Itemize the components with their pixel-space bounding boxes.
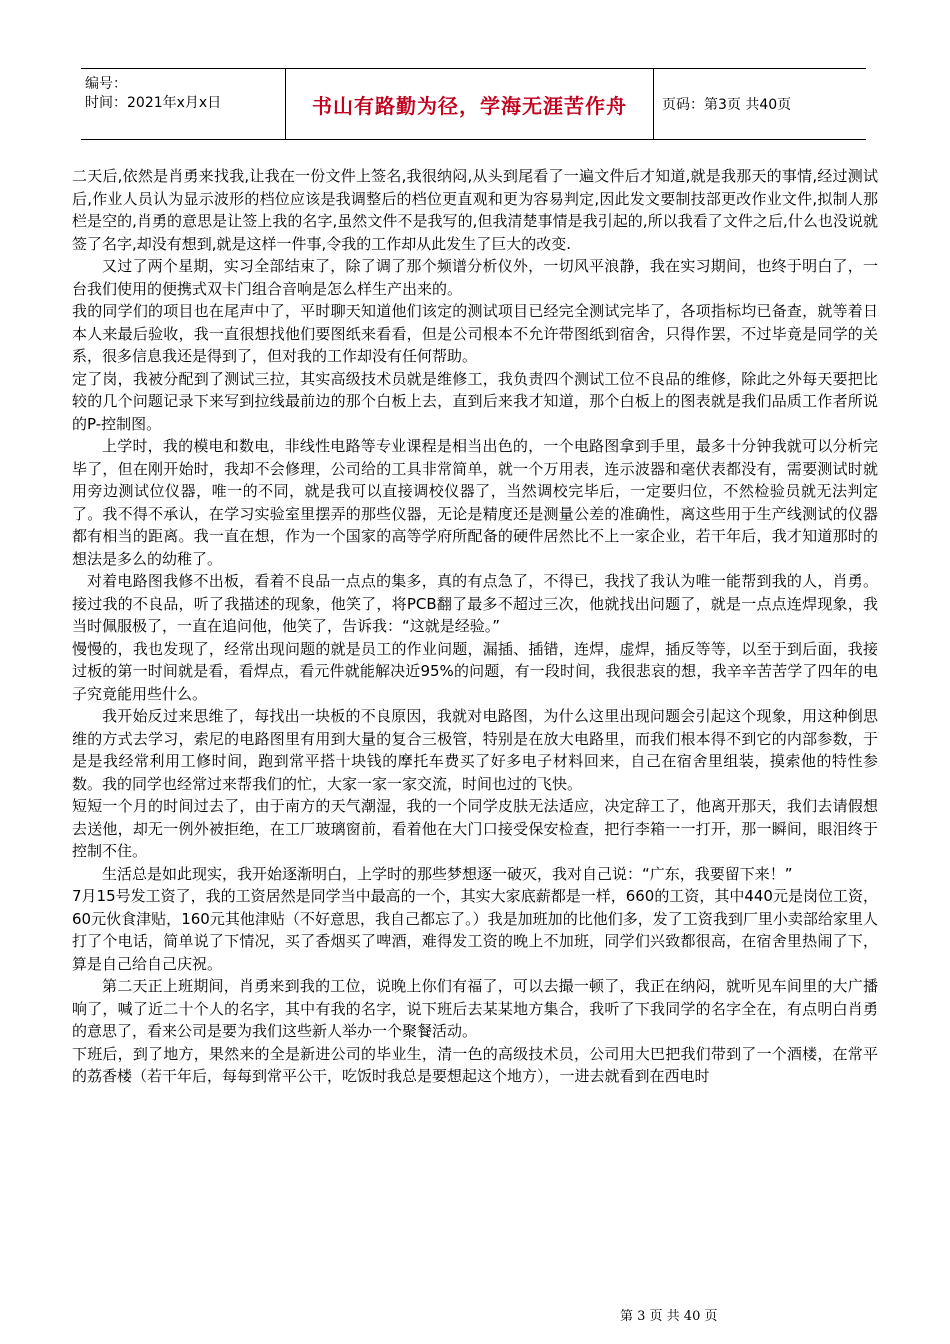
paragraph: 第二天正上班期间，肖勇来到我的工位，说晚上你们有福了，可以去撮一顿了，我正在纳闷，就听见车间里的大广播响了，喊了近二十个人的名字，其中有我的名字，说下班后去某某地方集合，我听了下我同学的名字全在，有点明白肖勇的意思了，看来公司是要为我们这些新人举办一个聚餐活动。 bbox=[72, 977, 878, 1040]
paragraph: 下班后，到了地方，果然来的全是新进公司的毕业生，清一色的高级技术员，公司用大巴把我们带到了一个酒楼，在常平的荔香楼（若干年后，每每到常平公干，吃饭时我总是要想起这个地方），一进去就看到在西电时 bbox=[72, 1044, 878, 1085]
paragraph: 短短一个月的时间过去了，由于南方的天气潮湿，我的一个同学皮肤无法适应，决定辞工了，他离开那天，我们去请假想去送他，却无一例外被拒绝，在工厂玻璃窗前，看着他在大门口接受保安检查，把行李箱一一打开，那一瞬间，眼泪终于控制不住。 bbox=[72, 797, 878, 860]
paragraph: 7月15号发工资了，我的工资居然是同学当中最高的一个，其实大家底薪都是一样，660的工资，其中440元是岗位工资，60元伙食津贴，160元其他津贴（不好意思，我自己都忘了。）我是加班加的比他们多，发了工资我到厂里小卖部给家里人打了个电话，简单说了下情况，买了香烟买了啤酒，难得发工资的晚上不加班，同学们兴致都很高，在宿舍里热闹了下，算是自己给自己庆祝。 bbox=[72, 887, 878, 973]
header-page-info: 页码：第3页 共40页 bbox=[662, 97, 792, 113]
paragraph: 又过了两个星期，实习全部结束了，除了调了那个频谱分析仪外，一切风平浪静，我在实习期间，也终于明白了，一台我们使用的便携式双卡门组合音响是怎么样生产出来的。 bbox=[72, 257, 878, 298]
paragraph: 生活总是如此现实，我开始逐渐明白，上学时的那些梦想逐一破灭，我对自己说：“广东，我要留下来！” bbox=[102, 864, 793, 883]
code-label: 编号： bbox=[85, 76, 127, 92]
document-body bbox=[72, 165, 878, 1088]
paragraph: 我开始反过来思维了，每找出一块板的不良原因，我就对电路图，为什么这里出现问题会引起这个现象，用这种倒思维的方式去学习，索尼的电路图里有用到大量的复合三极管，特别是在放大电路里，而我们根本得不到它的内部参数，于是是我经常利用工修时间，跑到常平搭十块钱的摩托车费买了好多电子材料回来，自己在宿舍里组装，摸索他的特性参数。我的同学也经常过来帮我们的忙，大家一家一家交流，时间也过的飞快。 bbox=[72, 707, 878, 793]
page-header bbox=[81, 68, 866, 140]
paragraph: 对着电路图我修不出板，看着不良品一点点的集多，真的有点急了，不得已，我找了我认为唯一能帮到我的人，肖勇。接过我的不良品，听了我描述的现象，他笑了，将PCB翻了最多不超过三次，他就找出问题了，就是一点点连焊现象，我当时佩服极了，一直在追问他，他笑了，告诉我：“这就是经验。” bbox=[72, 572, 878, 635]
header-meta bbox=[81, 69, 286, 139]
paragraph: 定了岗，我被分配到了测试三拉，其实高级技术员就是维修工，我负责四个测试工位不良品的维修，除此之外每天要把比较的几个问题记录下来写到拉线最前边的那个白板上去，直到后来我才知道，那个白板上的图表就是我们品质工作者所说的P-控制图。 bbox=[72, 369, 878, 433]
paragraph: 我的同学们的项目也在尾声中了，平时聊天知道他们该定的测试项目已经完全测试完毕了，各项指标均已备查，就等着日本人来最后验收，我一直很想找他们要图纸来看看，但是公司根本不允许带图纸到宿舍，只得作罢，不过毕竟是同学的关系，很多信息我还是得到了，但对我的工作却没有任何帮助。 bbox=[72, 302, 878, 365]
paragraph: 慢慢的，我也发现了，经常出现问题的就是员工的作业问题，漏插、插错，连焊，虚焊，插反等等，以至于到后面，我接过板的第一时间就是看，看焊点，看元件就能解决近95%的问题，有一段时间，我很悲哀的想，我辛辛苦苦学了四年的电子究竟能用些什么。 bbox=[72, 639, 878, 703]
time-label: 时间：2021年x月x日 bbox=[85, 95, 222, 111]
paragraph: 上学时，我的模电和数电，非线性电路等专业课程是相当出色的，一个电路图拿到手里，最多十分钟我就可以分析完毕了，但在刚开始时，我却不会修理，公司给的工具非常简单，就一个万用表，连示波器和毫伏表都没有，需要测试时就用旁边测试位仪器，唯一的不同，就是我可以直接调校仪器了，当然调校完毕后，一定要归位，不然检验员就无法判定了。我不得不承认，在学习实验室里摆弄的那些仪器，无论是精度还是测量公差的准确性，离这些用于生产线测试的仪器都有相当的距离。我一直在想，作为一个国家的高等学府所配备的硬件居然比不上一家企业，若干年后，我才知道那时的想法是多么的幼稚了。 bbox=[72, 437, 878, 568]
page-footer: 第 3 页 共 40 页 bbox=[620, 1309, 718, 1324]
header-motto: 书山有路勤为径，学海无涯苦作舟 bbox=[286, 69, 654, 139]
paragraph: 二天后,依然是肖勇来找我,让我在一份文件上签名,我很纳闷,从头到尾看了一遍文件后才知道,就是我那天的事情,经过测试后,作业人员认为显示波形的档位应该是我调整后的档位更直观和更为容易判定,因此发文要制技部更改作业文件,拟制人那栏是空的,肖勇的意思是让签上我的名字,虽然文件不是我写的,但我清楚事情是我引起的,所以我看了文件之后,什么也没说就签了名字,却没有想到,就是这样一件事,令我的工作却从此发生了巨大的改变. bbox=[72, 167, 878, 253]
